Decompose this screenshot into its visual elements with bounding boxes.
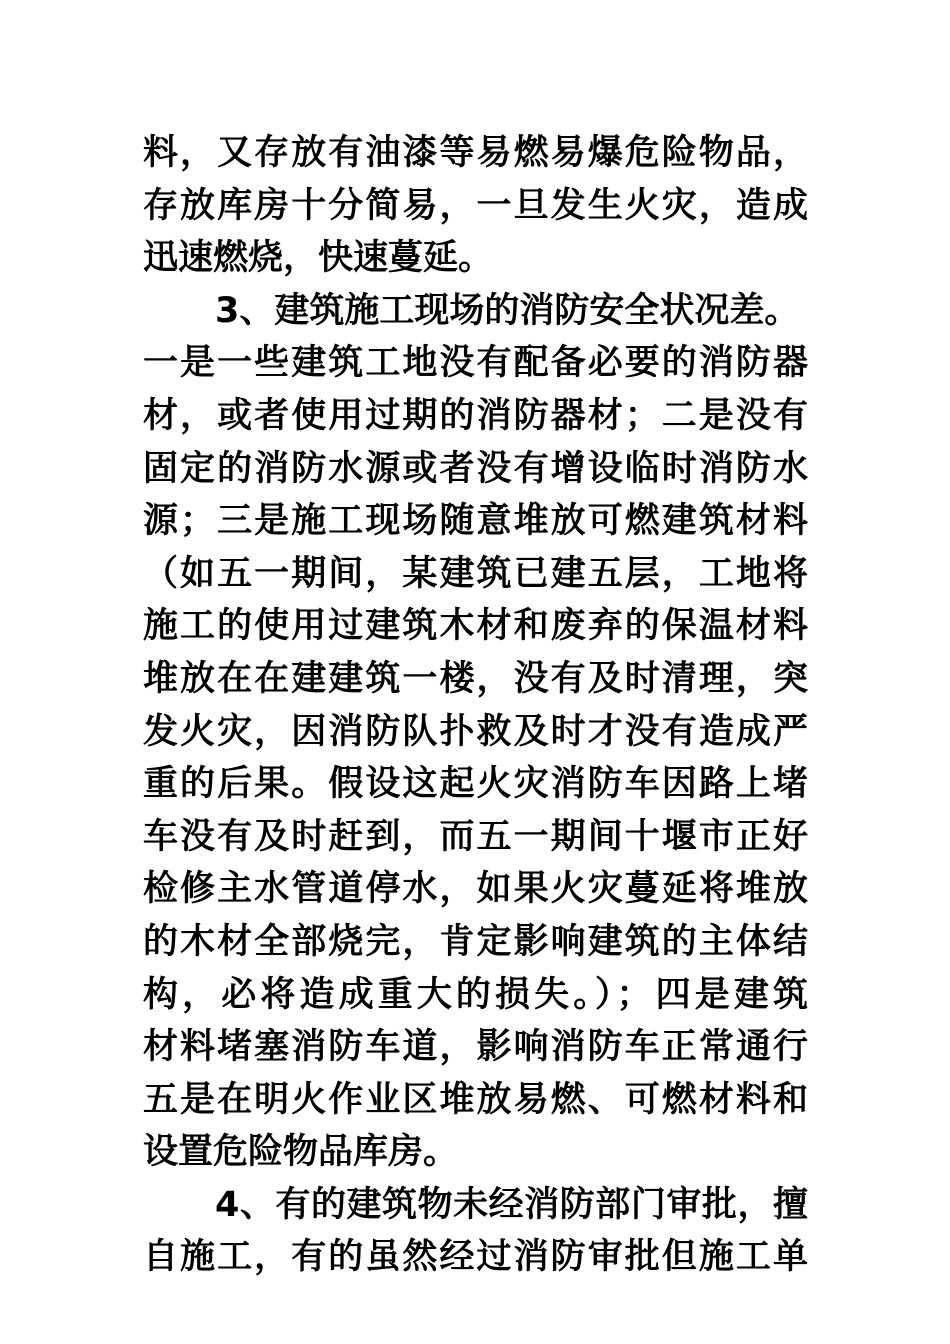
text-line-19: 五是在明火作业区堆放易燃、可燃材料和 xyxy=(143,1079,808,1120)
text-line-4: 3、建筑施工现场的消防安全状况差。 xyxy=(215,290,800,331)
body-text xyxy=(143,127,808,1284)
text-line-15: 检修主水管道停水，如果火灾蔓延将堆放 xyxy=(143,869,808,910)
text-line-12: 发火灾，因消防队扑救及时才没有造成严 xyxy=(143,711,808,752)
text-line-8: 源；三是施工现场随意堆放可燃建筑材料 xyxy=(143,501,808,542)
text-line-13: 重的后果。假设这起火灾消防车因路上堵 xyxy=(143,764,808,805)
text-line-1: 料，又存放有油漆等易燃易爆危险物品， xyxy=(143,133,808,173)
text-line-11: 堆放在在建建筑一楼，没有及时清理，突 xyxy=(143,658,808,699)
text-line-7: 固定的消防水源或者没有增设临时消防水 xyxy=(143,448,808,489)
text-line-3: 迅速燃烧，快速蔓延。 xyxy=(143,238,494,279)
text-line-22: 自施工，有的虽然经过消防审批但施工单 xyxy=(143,1237,808,1278)
text-line-18: 材料堵塞消防车道，影响消防车正常通行 xyxy=(143,1027,808,1068)
text-line-9: （如五一期间，某建筑已建五层，工地将 xyxy=(143,553,808,594)
text-line-5: 一是一些建筑工地没有配备必要的消防器 xyxy=(143,343,808,384)
text-line-14: 车没有及时赶到，而五一期间十堰市正好 xyxy=(143,816,808,857)
text-line-6: 材，或者使用过期的消防器材；二是没有 xyxy=(143,395,808,436)
text-line-2: 存放库房十分简易，一旦发生火灾，造成 xyxy=(143,185,808,226)
text-line-16: 的木材全部烧完，肯定影响建筑的主体结 xyxy=(143,921,808,962)
text-line-21: 4、有的建筑物未经消防部门审批，擅 xyxy=(215,1184,808,1225)
text-line-17: 构，必将造成重大的损失。）；四是建筑 xyxy=(143,974,808,1015)
text-line-10: 施工的使用过建筑木材和废弃的保温材料 xyxy=(143,606,808,647)
text-line-20: 设置危险物品库房。 xyxy=(143,1132,459,1173)
